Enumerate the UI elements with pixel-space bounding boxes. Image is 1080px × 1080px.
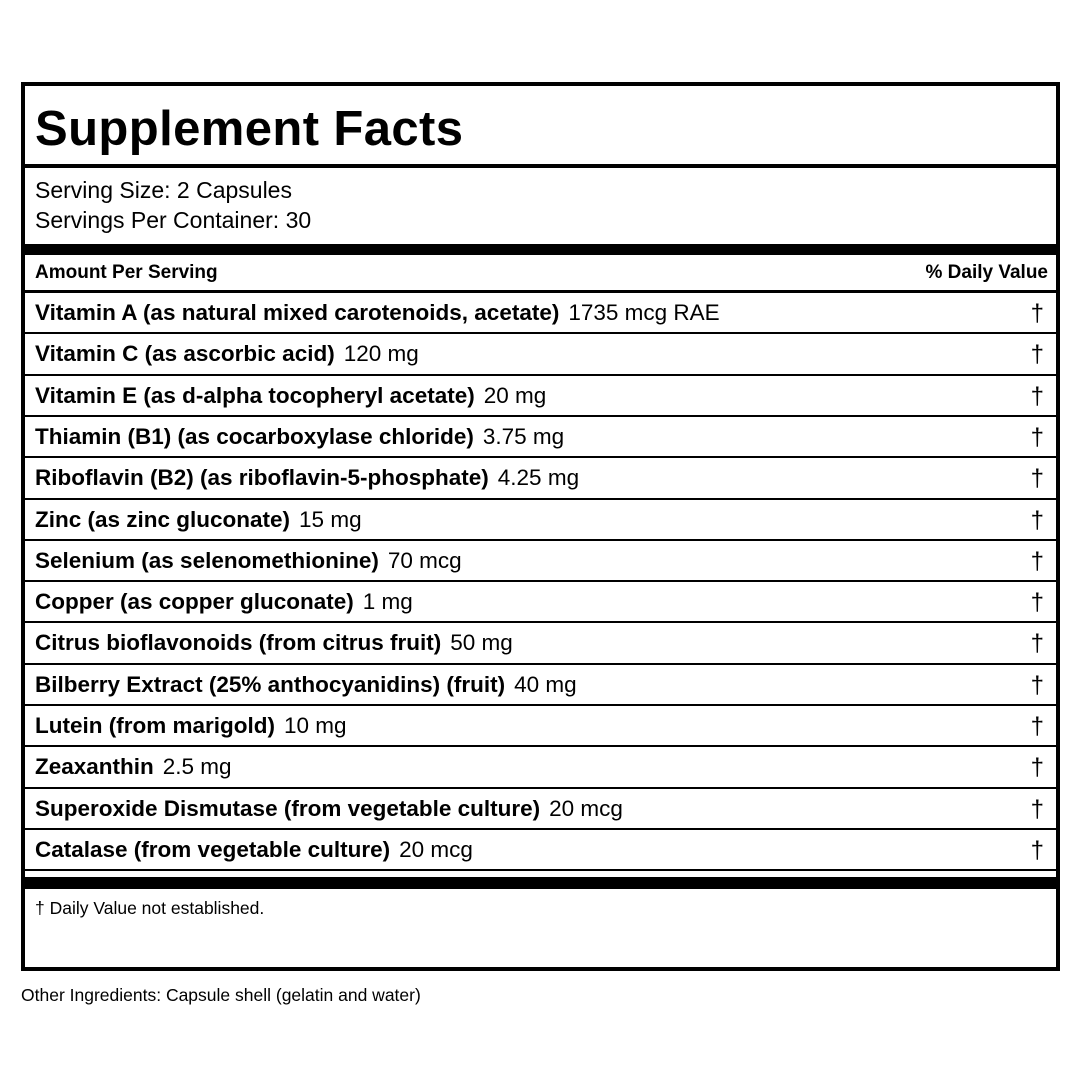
daily-value-dagger: † bbox=[1030, 506, 1044, 534]
nutrient-name: Lutein (from marigold) bbox=[35, 713, 275, 738]
nutrient-row bbox=[35, 334, 1048, 374]
nutrient-row bbox=[35, 458, 1048, 498]
nutrient-row bbox=[35, 665, 1048, 705]
other-ingredients: Other Ingredients: Capsule shell (gelatin and water) bbox=[21, 985, 421, 1005]
nutrient-name: Thiamin (B1) (as cocarboxylase chloride) bbox=[35, 423, 474, 449]
daily-value-label: % Daily Value bbox=[925, 262, 1048, 283]
daily-value-dagger: † bbox=[1030, 300, 1044, 327]
nutrient-name: Bilberry Extract (25% anthocyanidins) (fruit) bbox=[35, 671, 506, 697]
nutrient-row bbox=[35, 500, 1048, 540]
nutrient-amount: 50 mg bbox=[450, 630, 513, 656]
nutrient-row bbox=[35, 293, 1048, 333]
nutrient-amount: 1 mg bbox=[362, 589, 413, 615]
title-divider bbox=[25, 164, 1056, 168]
daily-value-dagger: † bbox=[1030, 547, 1044, 575]
nutrient-name: Zeaxanthin bbox=[35, 754, 154, 780]
daily-value-dagger: † bbox=[1030, 713, 1044, 740]
daily-value-dagger: † bbox=[1030, 671, 1044, 699]
daily-value-dagger: † bbox=[1030, 382, 1044, 410]
nutrient-amount: 70 mcg bbox=[387, 547, 462, 573]
nutrient-name: Vitamin C (as ascorbic acid) bbox=[35, 341, 335, 367]
row-divider bbox=[25, 869, 1056, 871]
nutrient-name: Vitamin A (as natural mixed carotenoids, acetate) bbox=[35, 300, 560, 325]
nutrient-name: Zinc (as zinc gluconate) bbox=[35, 506, 291, 532]
nutrient-amount: 4.25 mg bbox=[497, 465, 580, 491]
nutrient-row bbox=[35, 747, 1048, 787]
footnote: † Daily Value not established. bbox=[35, 898, 265, 918]
nutrient-row bbox=[35, 706, 1048, 746]
nutrient-name: Citrus bioflavonoids (from citrus fruit) bbox=[35, 630, 442, 656]
nutrient-amount: 10 mg bbox=[284, 713, 347, 738]
servings-per-container: Servings Per Container: 30 bbox=[35, 207, 312, 233]
nutrient-row bbox=[35, 789, 1048, 829]
nutrient-row bbox=[35, 830, 1048, 870]
nutrient-amount: 2.5 mg bbox=[162, 754, 232, 780]
nutrient-row bbox=[35, 376, 1048, 416]
amount-per-serving-label: Amount Per Serving bbox=[35, 262, 218, 283]
nutrient-name: Catalase (from vegetable culture) bbox=[35, 836, 391, 862]
column-header bbox=[35, 258, 1048, 288]
nutrient-amount: 120 mg bbox=[343, 341, 419, 367]
daily-value-dagger: † bbox=[1030, 754, 1044, 782]
nutrient-amount: 15 mg bbox=[299, 506, 362, 532]
nutrient-name: Vitamin E (as d-alpha tocopheryl acetate) bbox=[35, 382, 475, 408]
thick-divider-bottom bbox=[25, 877, 1056, 889]
panel-title: Supplement Facts bbox=[35, 102, 464, 156]
nutrient-row bbox=[35, 582, 1048, 622]
daily-value-dagger: † bbox=[1030, 589, 1044, 617]
nutrient-row bbox=[35, 623, 1048, 663]
serving-size: Serving Size: 2 Capsules bbox=[35, 177, 292, 203]
daily-value-dagger: † bbox=[1030, 795, 1044, 823]
nutrient-amount: 20 mg bbox=[483, 382, 547, 408]
supplement-facts-panel bbox=[21, 82, 1060, 971]
nutrient-row bbox=[35, 417, 1048, 457]
daily-value-dagger: † bbox=[1030, 423, 1044, 451]
daily-value-dagger: † bbox=[1030, 465, 1044, 493]
nutrient-amount: 40 mg bbox=[514, 671, 577, 697]
nutrient-amount: 20 mcg bbox=[399, 836, 473, 862]
thick-divider-top bbox=[25, 244, 1056, 255]
nutrient-amount: 20 mcg bbox=[549, 795, 623, 821]
nutrient-name: Copper (as copper gluconate) bbox=[35, 589, 354, 615]
daily-value-dagger: † bbox=[1030, 836, 1044, 864]
daily-value-dagger: † bbox=[1030, 630, 1044, 658]
nutrient-amount: 1735 mcg RAE bbox=[568, 300, 720, 325]
daily-value-dagger: † bbox=[1030, 341, 1044, 369]
nutrient-amount: 3.75 mg bbox=[482, 423, 565, 449]
nutrient-name: Selenium (as selenomethionine) bbox=[35, 547, 379, 573]
nutrient-row bbox=[35, 541, 1048, 581]
nutrient-name: Superoxide Dismutase (from vegetable culture) bbox=[35, 795, 541, 821]
nutrient-name: Riboflavin (B2) (as riboflavin-5-phosphate) bbox=[35, 465, 489, 491]
